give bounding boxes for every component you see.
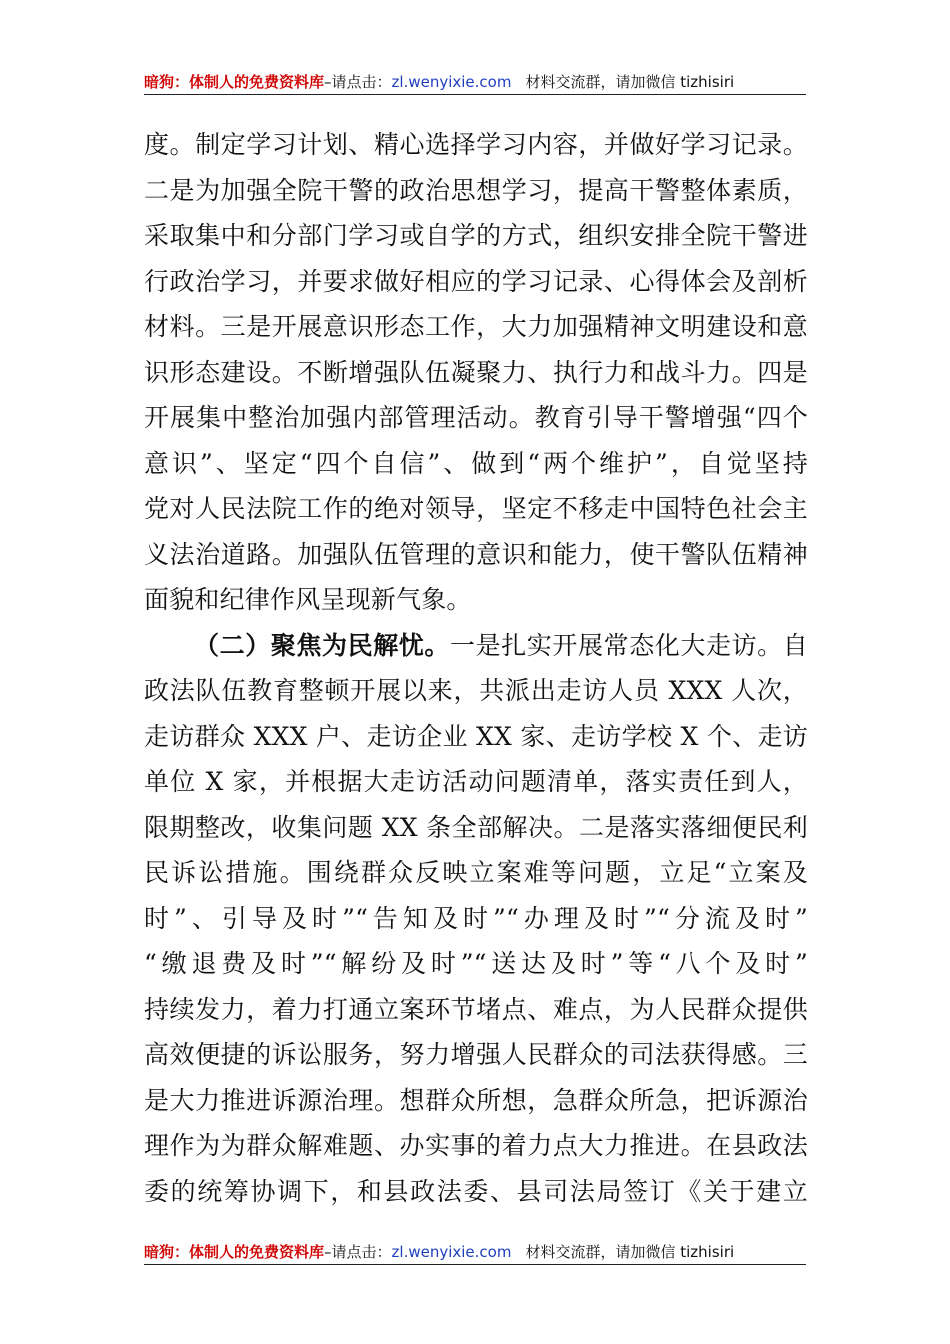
text-line: 采取集中和分部门学习或自学的方式，组织安排全院干警进 [144,221,808,250]
banner-click-prompt: –请点击： [324,1243,392,1261]
text-line: 意识”、坚定“四个自信”、做到“两个维护”，自觉坚持 [144,448,808,478]
text-line: 义法治道路。加强队伍管理的意识和能力，使干警队伍精神 [144,539,808,569]
banner-click-prompt: –请点击： [324,73,392,91]
text-line: “缴退费及时”“解纷及时”“送达及时”等“八个及时” [144,949,808,978]
footer-banner [144,1242,806,1262]
text-line: 度。制定学习计划、精心选择学习内容，并做好学习记录。 [144,130,808,159]
banner-link[interactable]: zl.wenyixie.com [391,1243,512,1261]
text-line: 民诉讼措施。围绕群众反映立案难等问题，立足“立案及 [144,858,808,887]
text-line: 持续发力，着力打通立案环节堵点、难点，为人民群众提供 [144,994,808,1024]
text-line: 材料。三是开展意识形态工作，大力加强精神文明建设和意 [144,312,808,341]
banner-site-name: 暗狗：体制人的免费资料库 [144,73,325,91]
text-line: 委的统筹协调下，和县政法委、县司法局签订《关于建立 [144,1176,808,1206]
section-2-first-line-text: 一是扎实开展常态化大走访。自 [450,630,808,660]
banner-wechat-note: 材料交流群，请加微信 tizhisiri [525,73,735,91]
document-body [144,122,808,1214]
header-divider [144,94,806,95]
header-banner [144,72,806,92]
text-line: 是大力推进诉源治理。想群众所想，急群众所急，把诉源治 [144,1085,808,1115]
text-line: 单位 X 家，并根据大走访活动问题清单，落实责任到人， [144,767,808,796]
text-line: 党对人民法院工作的绝对领导，坚定不移走中国特色社会主 [144,494,808,523]
section-2-heading: （二）聚焦为民解忧。 [194,630,450,660]
text-line: 二是为加强全院干警的政治思想学习，提高干警整体素质， [144,175,808,205]
banner-wechat-note: 材料交流群，请加微信 tizhisiri [525,1243,735,1261]
text-line: 开展集中整治加强内部管理活动。教育引导干警增强“四个 [144,403,808,432]
text-line: 理作为为群众解难题、办实事的着力点大力推进。在县政法 [144,1131,808,1160]
text-line: 走访群众 XXX 户、走访企业 XX 家、走访学校 X 个、走访 [144,721,808,751]
text-line: 行政治学习，并要求做好相应的学习记录、心得体会及剖析 [144,266,808,296]
text-line: 识形态建设。不断增强队伍凝聚力、执行力和战斗力。四是 [144,357,808,387]
banner-site-name: 暗狗：体制人的免费资料库 [144,1243,325,1261]
section-2-first-line [144,623,808,669]
banner-link[interactable]: zl.wenyixie.com [391,73,512,91]
footer-divider [144,1264,806,1265]
text-line: 限期整改，收集问题 XX 条全部解决。二是落实落细便民利 [144,812,808,842]
text-line: 面貌和纪律作风呈现新气象。 [144,585,472,614]
text-line: 高效便捷的诉讼服务，努力增强人民群众的司法获得感。三 [144,1040,808,1069]
text-line: 政法队伍教育整顿开展以来，共派出走访人员 XXX 人次， [144,676,808,705]
text-line: 时”、引导及时”“告知及时”“办理及时”“分流及时” [144,903,808,933]
